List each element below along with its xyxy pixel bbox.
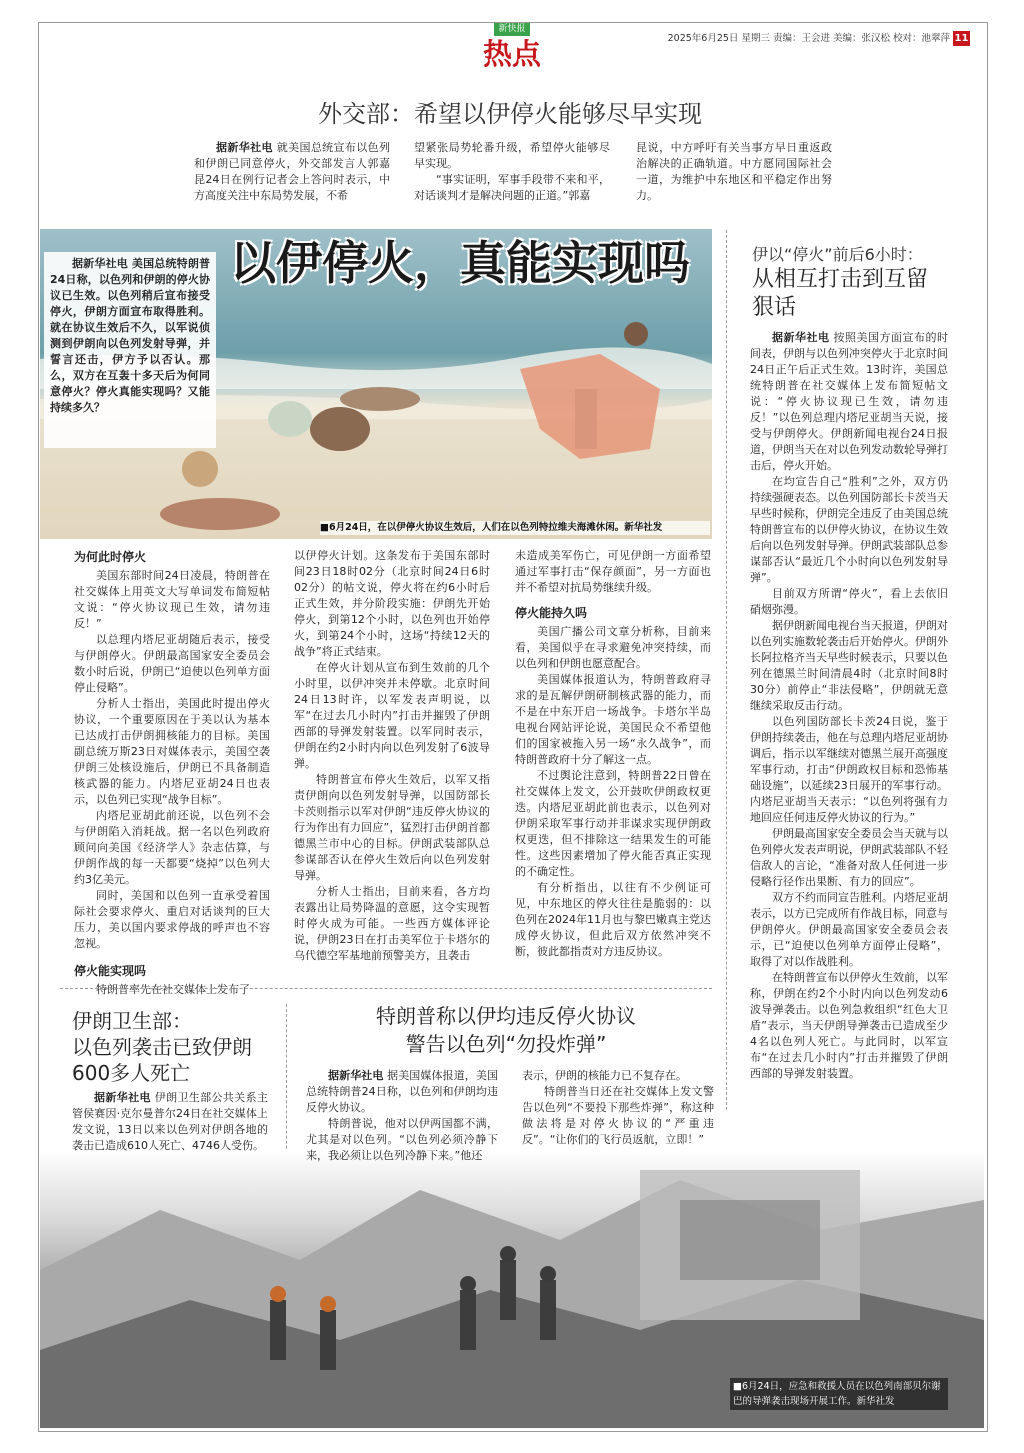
beach-photo-caption: ■6月24日，在以伊停火协议生效后，人们在以色列特拉维夫海滩休闲。新华社发 <box>320 521 710 535</box>
source-label: 据新华社电 <box>772 331 830 344</box>
bottom-left-body <box>72 1090 268 1160</box>
side-story-body <box>750 330 948 1115</box>
bottom-left-title <box>72 1008 272 1086</box>
top-story-text: 望紧张局势轮番升级，希望停火能够尽早实现。 <box>414 141 610 170</box>
bottom-right-col1 <box>306 1068 498 1164</box>
column-divider <box>726 230 728 1110</box>
top-story-col1 <box>194 140 390 208</box>
bottom-divider <box>286 1004 288 1164</box>
top-story-col2 <box>414 140 610 208</box>
subheading: 停火能实现吗 <box>74 964 147 978</box>
rescue-photo-caption: ■6月24日，应急和救援人员在以色列南部贝尔谢巴的导弹袭击现场开展工作。新华社发 <box>730 1378 948 1410</box>
paragraph: 美国东部时间24日凌晨，特朗普在社交媒体上用英文大写单词发布简短帖文说：“停火协议现已生效，请勿违反！” <box>74 569 270 630</box>
bottom-right-title <box>300 1002 712 1058</box>
paragraph: 在停火计划从宣布到生效前的几个小时里，以伊冲突并未停歇。北京时间24日13时许，以军发表声明说，以军“在过去几小时内”打击并摧毁了伊朗西部的导弹发射装置。以军同时表示，伊朗在约2小时内向以色列发射了6波导弹。 <box>294 661 490 770</box>
title-line: 特朗普称以伊均违反停火协议 <box>376 1004 636 1028</box>
top-story-text: “事实证明，军事手段带不来和平，对话谈判才是解决问题的正道。”郭嘉 <box>414 173 610 202</box>
side-story-title: 从相互打击到互留狠话 <box>752 267 929 320</box>
title-line: 600多人死亡 <box>72 1061 191 1085</box>
main-col3 <box>515 548 711 978</box>
paragraph: 特朗普说，他对以伊两国都不满，尤其是对以色列。“以色列必须冷静下来，我必须让以色列冷静下来。”他还 <box>306 1117 498 1162</box>
main-story-title: 以伊停火，真能实现吗 <box>230 236 690 290</box>
paragraph: 美国广播公司文章分析称，目前来看，美国似乎在寻求避免冲突持续，而以色列和伊朗也愿意配合。 <box>515 625 711 670</box>
paragraph: 伊朗最高国家安全委员会当天就与以色列停火发表声明说，伊朗武装部队不轻信敌人的言论，“准备对敌人任何进一步侵略行径作出果断、有力的回应”。 <box>750 827 948 888</box>
top-story-col3 <box>636 140 832 208</box>
paragraph: 以伊停火计划。这条发布于美国东部时间23日18时02分（北京时间24日6时02分）的帖文说，停火将在约6小时后正式生效，并分阶段实施：伊朗先开始停火，到第12个小时，以色列也开始停火，到第24个小时，这场“持续12天的战争”将正式结束。 <box>294 549 490 658</box>
paragraph: 特朗普当日还在社交媒体上发文警告以色列“不要投下那些炸弹”，称这种做法将是对停火协议的“严重违反”。“让你们的飞行员返航，立即！” <box>522 1085 714 1146</box>
main-col1 <box>74 548 270 996</box>
paragraph: 有分析指出，以往有不少例证可见，中东地区的停火往往是脆弱的：以色列在2024年11月也与黎巴嫩真主党达成停火协议，但此后双方依然冲突不断，彼此都指责对方违反协议。 <box>515 881 711 958</box>
top-story-text: 昆说，中方呼吁有关当事方早日重返政治解决的正确轨道。中方愿同国际社会一道，为维护中东地区和平稳定作出努力。 <box>636 141 832 202</box>
paragraph: 分析人士指出，美国此时提出停火协议，一个重要原因在于美以认为基本已达成打击伊朗拥核能力的目标。美国副总统万斯23日对媒体表示，美国空袭伊朗三处核设施后，伊朗已不具备制造核武器的能力。内塔尼亚胡24日也表示，以色列已实现“战争目标”。 <box>74 697 270 806</box>
source-label: 据新华社电 <box>72 257 128 270</box>
intro-box <box>44 252 216 448</box>
masthead-info: 2025年6月25日 星期三 责编：王会进 美编：张汉松 校对：池翠萍 <box>667 33 950 44</box>
paragraph: 同时，美国和以色列一直承受着国际社会要求停火、重启对话谈判的巨大压力，美以国内要求停战的呼声也不容忽视。 <box>74 889 270 950</box>
page-number: 11 <box>954 33 969 44</box>
paragraph: 美国媒体报道认为，特朗普政府寻求的是瓦解伊朗研制核武器的能力，而不是在中东开启一场战争。卡塔尔半岛电视台网站评论说，美国民众不希望他们的国家被拖入另一场“永久战争”，而特朗普政府十分了解这一点。 <box>515 673 711 766</box>
paragraph: 特朗普率先在社交媒体上发布了 <box>96 983 250 996</box>
paragraph: 目前双方所谓“停火”，看上去依旧硝烟弥漫。 <box>750 587 948 616</box>
paragraph: 在均宣告自己“胜利”之外，双方仍持续强硬表态。以色列国防部长卡茨当天早些时候称，伊朗完全违反了由美国总统特朗普宣布的以伊停火协议，在协议生效后向以色列发射导弹。伊朗武装部队总参谋部否认“最近几个小时向以色列发射导弹”。 <box>750 475 948 584</box>
bottom-right-col2 <box>522 1068 714 1164</box>
paragraph: 按照美国方面宣布的时间表，伊朗与以色列冲突停火于北京时间24日正午后正式生效。13时许，美国总统特朗普在社交媒体上发布简短帖文说：“停火协议现已生效，请勿违反！”以色列总理内塔尼亚胡当天说，接受与伊朗停火。伊朗新闻电视台24日报道，伊朗当天在对以色列发动数轮导弹打击后，停火开始。 <box>750 331 948 472</box>
source-label: 据新华社电 <box>328 1069 384 1082</box>
paragraph: 特朗普宣布停火生效后，以军又指责伊朗向以色列发射导弹，以国防部长卡茨则指示以军对伊朗“违反停火协议的行为作出有力回应”，猛烈打击伊朗首都德黑兰市中心的目标。伊朗武装部队总参谋部否认在停火生效后向以色列发射导弹。 <box>294 773 490 882</box>
paragraph: 据美国媒体报道，美国总统特朗普24日称，以色列和伊朗均违反停火协议。 <box>306 1069 499 1114</box>
paragraph: 在特朗普宣布以伊停火生效前，以军称，伊朗在约2个小时内向以色列发动6波导弹袭击。以色列急救组织“红色大卫盾”表示，当天伊朗导弹袭击已造成至少4名以色列人死亡。与此同时，以军宣布“在过去几小时内”打击并摧毁了伊朗西部的导弹发射装置。 <box>750 971 948 1080</box>
paragraph: 以总理内塔尼亚胡随后表示，接受与伊朗停火。伊朗最高国家安全委员会数小时后说，伊朗已“迫使以色列单方面停止侵略”。 <box>74 633 270 694</box>
paragraph: 未造成美军伤亡，可见伊朗一方面希望通过军事打击“保存颜面”，另一方面也并不希望对抗局势继续升级。 <box>515 549 711 594</box>
section-divider <box>60 988 712 990</box>
intro-text: 美国总统特朗普24日称，以色列和伊朗的停火协议已生效。以色列稍后宣布接受停火，伊朗方面宣布取得胜利。就在协议生效后不久，以军说侦测到伊朗向以色列发射导弹，并誓言还击，伊方予以否认。那么，双方在互轰十多天后为何同意停火？停火真能实现吗？又能持续多久？ <box>50 257 210 414</box>
source-label: 据新华社电 <box>216 141 273 154</box>
subheading: 停火能持久吗 <box>515 606 588 620</box>
side-story-kicker: 伊以“停火”前后6小时： <box>752 245 923 264</box>
subheading: 为何此时停火 <box>74 550 147 564</box>
top-story-title: 外交部：希望以伊停火能够尽早实现 <box>318 100 702 128</box>
title-line: 伊朗卫生部： <box>72 1009 192 1033</box>
paragraph: 不过舆论注意到，特朗普22日曾在社交媒体上发文，公开鼓吹伊朗政权更迭。内塔尼亚胡此前也表示，以色列对伊朗采取军事行动并非谋求实现伊朗政权更迭，但不排除这一结果发生的可能性。这些因素增加了停火能否真正实现的不确定性。 <box>515 769 711 878</box>
section-badge: 新快报 <box>494 23 530 36</box>
paragraph: 双方不约而同宣告胜利。内塔尼亚胡表示，以方已完成所有作战目标，同意与伊朗停火。伊朗最高国家安全委员会表示，已“迫使以色列单方面停止侵略”，取得了对以作战胜利。 <box>750 891 948 968</box>
paragraph: 分析人士指出，目前来看，各方均表露出让局势降温的意愿，这令实现暂时停火成为可能。一些西方媒体评论说，伊朗23日在打击美军位于卡塔尔的乌代德空军基地前预警美方，且袭击 <box>294 885 490 962</box>
title-line: 以色列袭击已致伊朗 <box>72 1035 252 1059</box>
paragraph: 以色列国防部长卡茨24日说，鉴于伊朗持续袭击，他在与总理内塔尼亚胡协调后，指示以军继续对德黑兰展开高强度军事行动，打击“伊朗政权目标和恐怖基础设施”，以延续23日展开的军事行动。内塔尼亚胡当天表示：“以色列将强有力地回应任何违反停火协议的行为。” <box>750 715 948 824</box>
paragraph: 据伊朗新闻电视台当天报道，伊朗对以色列实施数轮袭击后开始停火。伊朗外长阿拉格齐当天早些时候表示，只要以色列在德黑兰时间清晨4时（北京时间8时30分）前停止“非法侵略”，伊朗就无意继续采取反击行动。 <box>750 619 948 712</box>
top-story-text: 就美国总统宣布以色列和伊朗已同意停火，外交部发言人郭嘉昆24日在例行记者会上答问时表示，中方高度关注中东局势发展，不希 <box>194 141 391 202</box>
main-col2 <box>294 548 490 978</box>
paragraph: 伊朗卫生部公共关系主管侯赛因·克尔曼普尔24日在社交媒体上发文说，13日以来以色列对伊朗各地的袭击已造成610人死亡、4746人受伤。 <box>72 1091 269 1152</box>
title-line: 警告以色列“勿投炸弹” <box>405 1032 607 1056</box>
section-title: 热点 <box>482 37 541 71</box>
paragraph: 表示，伊朗的核能力已不复存在。 <box>522 1069 687 1082</box>
paragraph: 内塔尼亚胡此前还说，以色列不会与伊朗陷入消耗战。据一名以色列政府顾问向美国《经济学人》杂志估算，与伊朗作战的每一天都要“烧掉”以色列大约3亿美元。 <box>74 809 270 886</box>
source-label: 据新华社电 <box>94 1091 151 1104</box>
